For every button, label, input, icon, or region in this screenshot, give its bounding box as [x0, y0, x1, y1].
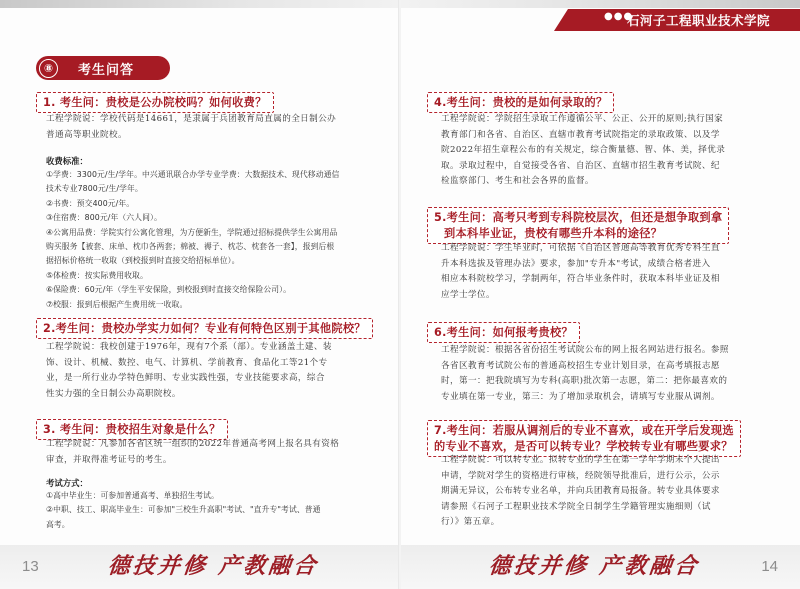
answer-7: 工程学院说：可以转专业。拟转专业的学生在第一学年学期末个人提出 申请，学院对学生的资格进行审核，经院领导批准后，进行公示，公示 期满无异议，公布转专业名单，并向兵团教育局报备。转专业具体要求 请参照《石河子工程职业技术学院全日制学生学籍管理实施细则（试 行）》第五章。 [441, 455, 720, 528]
question-1: 1. 考生问：贵校是公办院校吗？如何收费？ [43, 96, 267, 109]
answer-2: 工程学院说：我校创建于1976年，现有7个系（部）。专业涵盖土建、装 饰、设计、机械、数控、电气、计算机、学前教育、食品化工等21个专 业，是一所行业办学特色鲜明、专业实践性强，专业技能要求高，综合 性实力强的全日制公办高职院校。 [46, 342, 332, 399]
question-4-box [427, 92, 614, 113]
fees-heading: 收费标准： [46, 156, 88, 166]
top-stripe [0, 0, 399, 8]
question-5-line-2: 到本科毕业证，贵校有哪些升本科的途径？ [444, 227, 663, 240]
page-number-left: 13 [22, 558, 39, 575]
motto-right: 德技并修 产教融合 [487, 553, 701, 579]
question-6: 6.考生问：如何报考贵校？ [434, 326, 573, 339]
right-page [401, 0, 800, 589]
answer-5: 工程学院说：学生毕业时，可依据《自治区普通高等教育优秀专科生直 升本科选拔及管理办法》要求，参加"专升本"考试，成绩合格者进入 相应本科院校学习，学制两年，符合毕业条件时，获取本科毕业证及相 应学士学位。 [441, 243, 720, 300]
question-3: 3. 考生问：贵校招生对象是什么？ [43, 423, 221, 436]
answer-6: 工程学院说：根据各省份招生考试院公布的网上报名网站进行报名。参照 各省区教育考试院公布的普通高校招生专业计划目录，在高考填报志愿 时，第一：把我院填写为专科(高职)批次第一志愿，第二：把你最喜欢的 专业填在第一专业，第三：为了增加录取机会，请填写专业服从调剂。 [441, 345, 729, 402]
question-7-line-2: 的专业不喜欢，是否可以转专业？学校转专业有哪些要求？ [434, 440, 733, 453]
answer-4: 工程学院说：学院招生录取工作遵循公平、公正、公开的原则;执行国家 教育部门和各省、自治区、直辖市教育考试院指定的录取政策、以及学 院2022年招生章程公布的有关规定，综合衡量德、智、体、美，择优录 取。录取过程中，自觉接受各省、自治区、直辖市招生教育考试院、纪 检监察部门、考生和社会各界的监督。 [441, 114, 726, 187]
motto-left: 德技并修 产教融合 [106, 553, 320, 579]
header-title: 石河子工程职业技术学院 [626, 13, 770, 28]
header-dots: ●●● [604, 11, 634, 22]
section-tab [36, 56, 170, 80]
question-2-box [36, 318, 373, 339]
section-title: 考生问答 [78, 63, 135, 78]
question-1-box [36, 92, 274, 113]
question-7-line-1: 7.考生问：若服从调剂后的专业不喜欢，或在开学后发现选 [434, 424, 734, 437]
answer-1: 工程学院说：学校代码是14661，是隶属于兵团教育局直属的全日制公办 普通高等职业院校。 [46, 114, 337, 140]
question-7-box [427, 420, 741, 457]
exam-list: ①高中毕业生：可参加普通高考、单独招生考试。 ②中职、技工、职高毕业生：可参加"三校生升高职"考试、"直升专"考试、普通 高考。 [46, 491, 321, 529]
question-5-box [427, 207, 729, 244]
answer-3: 工程学院说：凡参加各省区统一组织的2022年普通高考网上报名具有资格 审查，并取得准考证号的考生。 [46, 439, 340, 465]
fees-list: ①学费：3300元/生/学年。中兴通讯联合办学专业学费：大数据技术、现代移动通信 技术专业7800元/生/学年。 ②书费：预交400元/年。 ③住宿费：800元/年（六人间）。 ④公寓用品费：学院实行公寓化管理，为方便新生，学院通过招标提供学生公寓用品 购买服务【被套、床单、枕巾各两套；棉被、褥子、枕芯、枕套各一套】，报到后根 据招标价格统一收取（到校报到时直接交给招标单位）。 ⑤体检费：按实际费用收取。 ⑥保险费：60元/年（学生平安保险，到校报到时直接交给保险公司）。 ⑦校服：报到后根据产生费用统一收取。 [46, 170, 340, 309]
page-number-right: 14 [761, 558, 778, 575]
question-6-box [427, 322, 580, 343]
question-2: 2.考生问：贵校办学实力如何？专业有何特色区别于其他院校？ [43, 322, 366, 335]
question-5-line-1: 5.考生问：高考只考到专科院校层次，但还是想争取到拿 [434, 211, 723, 224]
question-4: 4.考生问：贵校的是如何录取的？ [434, 96, 608, 109]
exam-heading: 考试方式： [46, 478, 88, 488]
top-stripe [401, 0, 800, 8]
left-page [0, 0, 399, 589]
section-number: ⑧ [39, 59, 58, 78]
